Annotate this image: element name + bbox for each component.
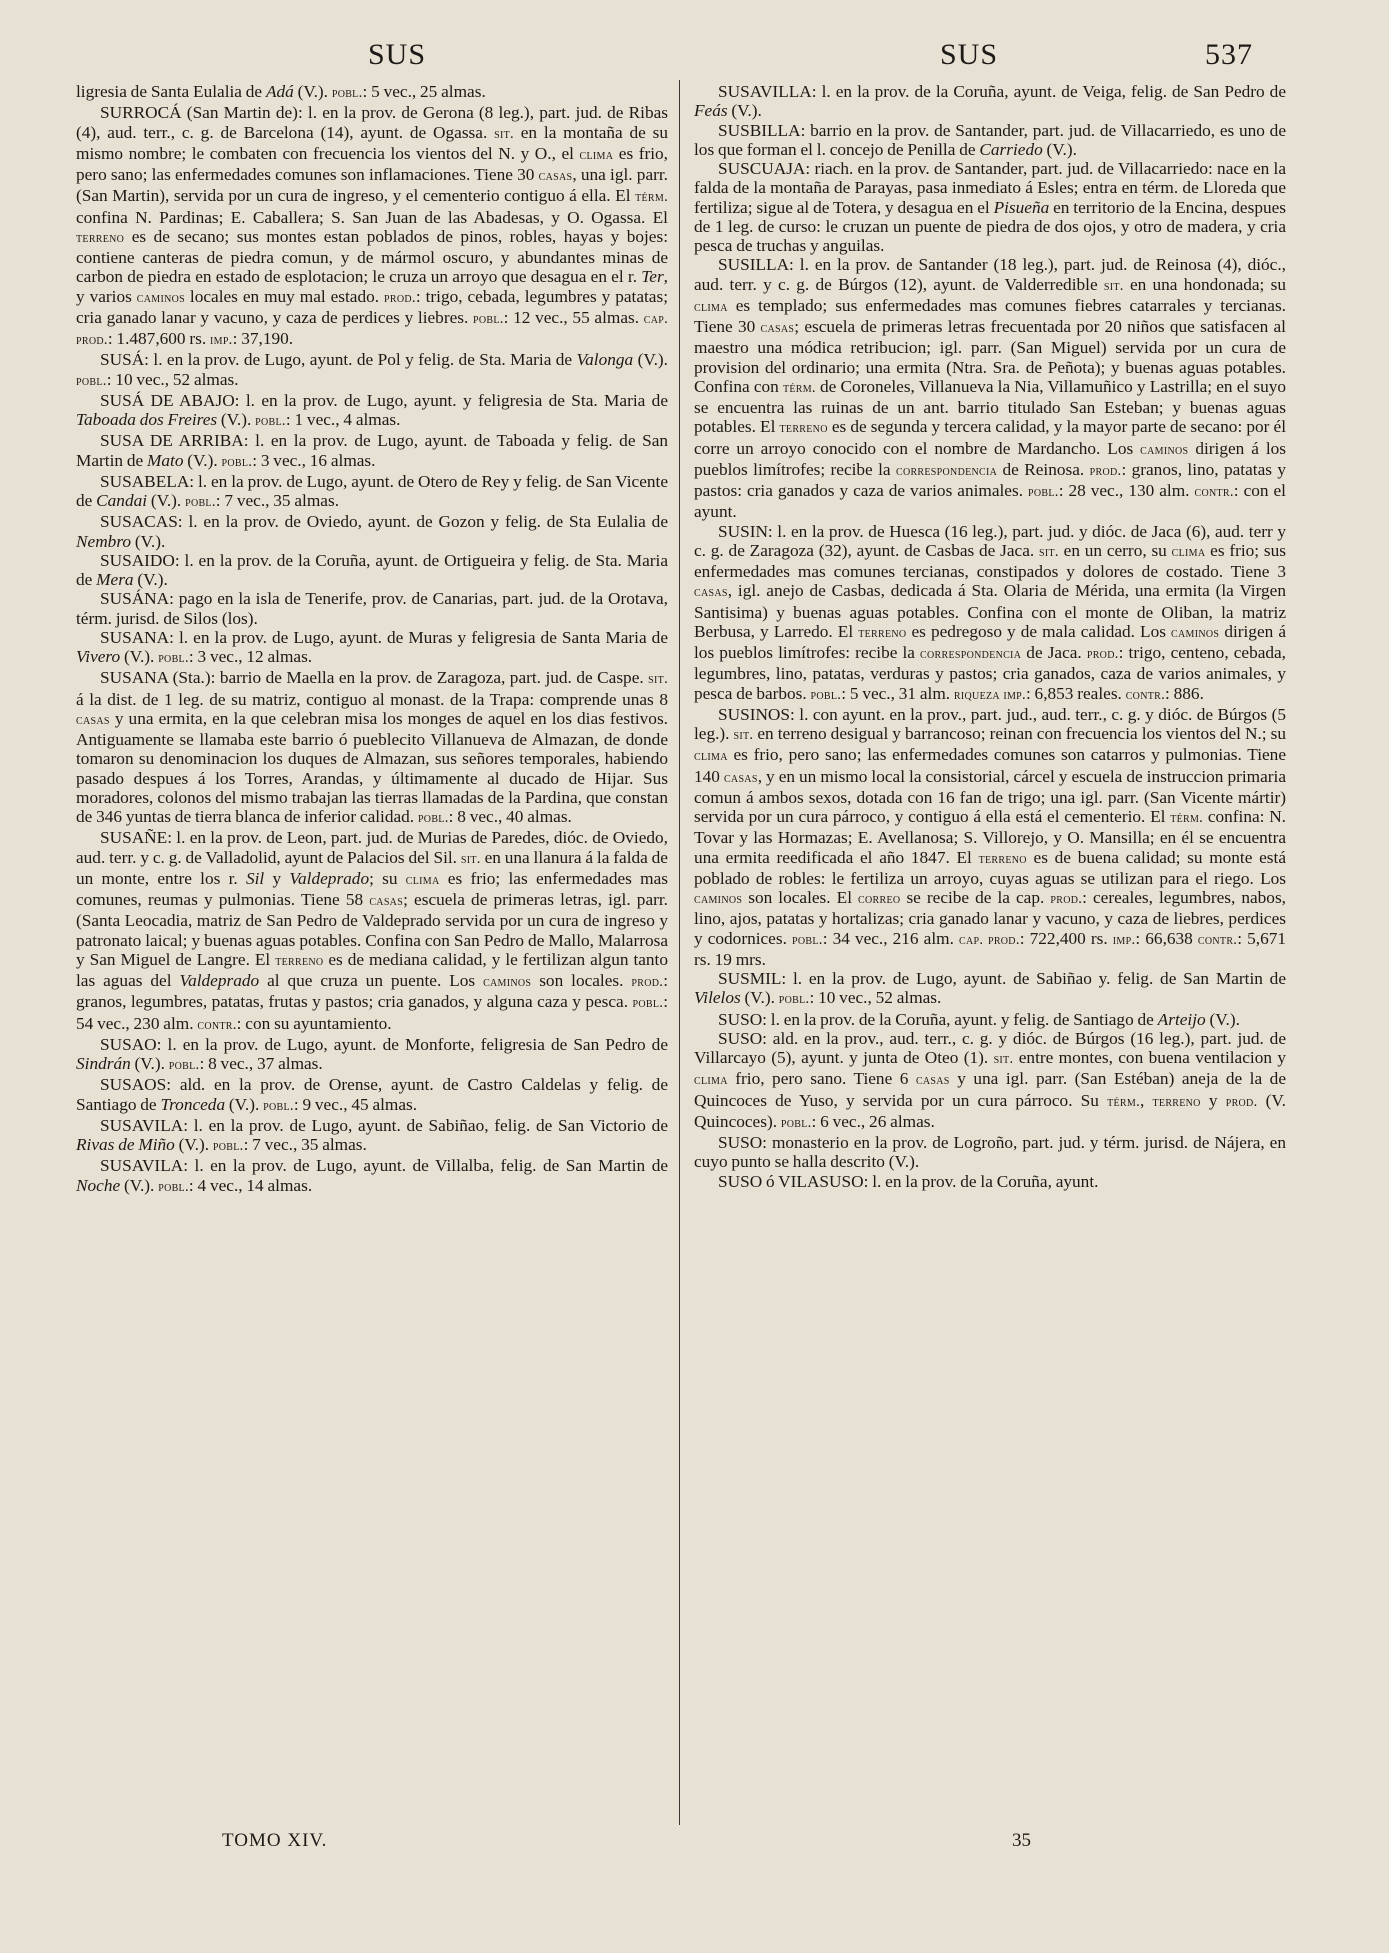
entry-text: : 5 vec., 25 almas. <box>362 82 486 101</box>
entry-text: (V.). <box>217 410 256 429</box>
entry-text: (V.). <box>633 350 668 370</box>
abbreviation: caminos <box>483 974 532 990</box>
entry-text: en un cerro, su <box>1058 540 1172 560</box>
entry-text: SUSBILLA: barrio en la prov. de Santander, part. jud. de Villacarriedo, es uno de los que forman el l. concejo de Penilla de <box>694 120 1286 159</box>
entry-text: SUSÁNA: pago en la isla de Tenerife, prov. de Canarias, part. jud. de la Orotava, térm. jurisd. de Silos (los). <box>76 589 668 628</box>
dictionary-entry <box>76 1156 668 1197</box>
entry-text: : 10 vec., 52 almas. <box>106 369 239 389</box>
entry-text: en territorio de la Encina, despues de 1 leg. de curso: le cruzan un puente de piedra de dos ojos, y otro de madera, y cria pesca de truchas y anguilas. <box>694 197 1286 255</box>
abbreviation: pobl. <box>185 494 216 510</box>
entry-text: ; escuela de primeras letras frecuentada por 20 niños que satisfacen al maestro una módica retribucion; igl. parr. (San Miguel) servida por un cura de provision del ordinario; una ermita (Ntra. Sra. de Peñota); y buenas aguas potables. Confina con <box>694 317 1286 396</box>
place-reference: Valdeprado <box>289 868 370 888</box>
entry-text: SUSO: monasterio en la prov. de Logroño, part. jud. y térm. jurisd. de Nájera, en cuyo punto se halla descrito (V.). <box>694 1133 1286 1172</box>
entry-text: (V.). <box>727 101 762 121</box>
entry-text: es de secano; sus montes estan poblados de pinos, robles, hayas y bojes: contiene canteras de piedra comun, y de mármol oscuro, y abundantes minas de carbon de piedra en estado de esplotacion; le cruza un arroyo que desagua en el r. <box>76 226 668 287</box>
place-reference: Feás <box>694 101 728 121</box>
entry-text: es frio, pero sano; las enfermedades comunes son inflamaciones. Tiene 30 <box>76 143 668 184</box>
entry-text: en una llanura á la falda de un monte, entre los r. <box>76 847 668 888</box>
dictionary-entry <box>694 1010 1286 1029</box>
abbreviation: contr. <box>1125 686 1166 703</box>
abbreviation: caminos <box>1171 624 1220 641</box>
dictionary-entry <box>76 1035 668 1076</box>
abbreviation: riqueza imp. <box>953 686 1026 703</box>
entry-text: , una igl. parr. (San Martin), servida por un cura de ingreso, y el cementerio contiguo á ella. El <box>76 165 668 206</box>
entry-text: es frio, pero sano; las enfermedades comunes son catarros y pulmonias. Tiene 140 <box>694 745 1286 786</box>
entry-text: y <box>1200 1090 1226 1110</box>
place-reference: Taboada dos Freires <box>76 410 218 429</box>
entry-text: SUSO: ald. en la prov., aud. terr., c. g. y dióc. de Búrgos (16 leg.), part. jud. de Villarcayo (5), ayunt. y junta de Oteo (1). <box>694 1028 1286 1067</box>
dictionary-entry <box>694 1133 1286 1172</box>
place-reference: Adá <box>265 82 294 101</box>
entry-text: dirigen á los pueblos limítrofes: recibe la <box>694 621 1286 662</box>
entry-text: SUSCUAJA: riach. en la prov. de Santander, part. jud. de Villacarriedo: nace en la falda de la montaña de Parayas, pasa inmediato á Esles; entra en térm. de Lloreda que fertiliza; sigue al de Totera, y desagua en el <box>694 159 1286 217</box>
entry-text: SUSINOS: l. con ayunt. en la prov., part. jud., aud. terr., c. g. y dióc. de Búrgos (5 leg.). <box>694 704 1286 743</box>
running-head-left: SUS <box>368 38 427 71</box>
entry-text: : 5 vec., 31 alm. <box>841 683 954 703</box>
abbreviation: pobl. <box>778 991 810 1008</box>
entry-text: : trigo, cebada, legumbres y patatas; cria ganado lanar y vacuno, y caza de perdices y liebres. <box>76 286 668 327</box>
abbreviation: térm. <box>1170 810 1204 826</box>
dictionary-entry <box>76 512 668 551</box>
place-reference: Tronceda <box>160 1094 226 1114</box>
abbreviation: pobl. <box>792 931 823 948</box>
abbreviation: sit. <box>494 125 514 142</box>
dictionary-entry <box>76 1075 668 1116</box>
entry-text: SUSAVILA: l. en la prov. de Lugo, ayunt. de Villalba, felig. de San Martin de <box>100 1156 668 1176</box>
place-reference: Nembro <box>76 531 132 551</box>
abbreviation: cap. prod. <box>958 931 1020 948</box>
dictionary-entry <box>76 103 668 350</box>
dictionary-entry <box>694 82 1286 121</box>
entry-text: confina N. Pardinas; E. Caballera; S. San Juan de las Abadesas, y O. Ogassa. El <box>76 207 668 227</box>
entry-text: : 3 vec., 16 almas. <box>252 450 376 470</box>
entry-text: : 7 vec., 35 almas. <box>243 1135 367 1154</box>
entry-text: (V.). <box>147 491 186 510</box>
abbreviation: cap. prod. <box>76 310 668 348</box>
abbreviation: prod. <box>1086 646 1119 662</box>
entry-text: ligresia de Santa Eulalia de <box>76 82 266 101</box>
abbreviation: imp. <box>1112 931 1136 948</box>
entry-text: SUSÁ DE ABAJO: l. en la prov. de Lugo, ayunt. y feligresia de Sta. Maria de <box>100 390 668 410</box>
abbreviation: terreno <box>275 952 324 969</box>
entry-text: : 12 vec., 55 almas. <box>503 307 644 327</box>
entry-text: : 6,853 reales. <box>1025 683 1126 703</box>
entry-text: SUSÁ: l. en la prov. de Lugo, ayunt. de Pol y felig. de Sta. Maria de <box>100 350 577 370</box>
abbreviation: prod. <box>384 289 416 306</box>
running-head-right: SUS <box>940 38 999 71</box>
abbreviation: pobl. <box>331 85 363 101</box>
entry-text: , igl. anejo de Casbas, dedicada á Sta. Olaria de Mérida, una ermita (la Virgen Santisima) y buenas aguas potables. Confina con el monte de Oliban, la matriz Berbusa, y Larredo. El <box>694 581 1286 641</box>
place-reference: Pisueña <box>993 197 1050 217</box>
dictionary-entry <box>76 350 668 391</box>
entry-text: : 1 vec., 4 almas. <box>285 410 401 429</box>
abbreviation: pobl. <box>168 1057 200 1073</box>
entry-text: al que cruza un puente. Los <box>259 971 484 990</box>
abbreviation: casas <box>369 893 404 909</box>
entry-text: : con el ayunt. <box>694 481 1286 522</box>
entry-text: : 3 vec., 12 almas. <box>188 647 313 666</box>
entry-text: : 9 vec., 45 almas. <box>293 1094 418 1114</box>
entry-text: : 1.487,600 rs. <box>107 329 210 348</box>
dictionary-entry <box>694 159 1286 255</box>
entry-text: ; escuela de primeras letras, igl. parr. (Santa Leocadia, matriz de San Pedro de Valdeprado servida por un cura de ingreso y patronato laical; y buenas aguas potables. Confina con San Pedro de Mallo, Malarrosa y San Miguel de Langre. El <box>76 890 668 969</box>
entry-text: en terreno desigual y barrancoso; reinan con frecuencia los vientos del N.; su <box>753 724 1286 743</box>
abbreviation: correspondencia <box>895 462 998 479</box>
abbreviation: imp. <box>210 332 233 348</box>
entry-text: SUSMIL: l. en la prov. de Lugo, ayunt. de Sabiñao y. felig. de San Martin de <box>718 969 1286 988</box>
entry-text: (V.). <box>174 1135 213 1154</box>
entry-text: locales en muy mal estado. <box>184 286 385 306</box>
entry-text: : 722,400 rs. <box>1019 928 1113 948</box>
entry-text: (V.). <box>120 1175 159 1195</box>
entry-text: y <box>264 868 290 888</box>
entry-text: es frio; las enfermedades mas comunes, reumas y pulmonias. Tiene 58 <box>76 868 669 909</box>
entry-text: frio, pero sano. Tiene 6 <box>727 1069 916 1089</box>
entry-text: , y varios <box>76 267 668 306</box>
dictionary-entry <box>694 1172 1286 1191</box>
entry-text: SURROCÁ (San Martin de): l. en la prov. de Gerona (8 leg.), part. jud. de Ribas (4), aud. terr., c. g. de Barcelona (14), ayunt. de Ogassa. <box>76 103 668 142</box>
dictionary-entry <box>76 628 668 669</box>
entry-text: SUSANA (Sta.): barrio de Maella en la prov. de Zaragoza, part. jud. de Caspe. <box>100 668 649 688</box>
abbreviation: prod. <box>1225 1093 1258 1110</box>
entry-text: es frio; sus enfermedades mas comunes tercianas, constipados y dolores de costado. Tiene 3 <box>694 540 1287 581</box>
abbreviation: terreno <box>978 850 1027 867</box>
abbreviation: contr. <box>1197 931 1238 948</box>
entry-text: : cereales, legumbres, nabos, lino, ajos, patatas y hortalizas; cria ganado lanar y vacuno, y caza de liebres, perdices y codornices. <box>694 888 1286 948</box>
entry-text: (V.). <box>131 531 166 551</box>
abbreviation: sit. <box>460 850 481 867</box>
entry-text: : 7 vec., 35 almas. <box>215 491 340 510</box>
entry-text: de Reinosa. <box>997 459 1090 479</box>
entry-text: es de segunda y tercera calidad, y la mayor parte de secano: por él corre un arroyo conocido con el nombre de Mardancho. Los <box>694 417 1286 458</box>
entry-text: SUSABELA: l. en la prov. de Lugo, ayunt. de Otero de Rey y felig. de San Vicente de <box>76 471 668 510</box>
dictionary-entry <box>76 1116 668 1157</box>
entry-text: : 37,190. <box>232 329 294 348</box>
entry-text: : granos, legumbres, patatas, frutas y pastos; cria ganados, y alguna caza y pesca. <box>76 971 668 1012</box>
left-column <box>76 82 668 1197</box>
place-reference: Valonga <box>576 350 634 370</box>
entry-text: SUSO ó VILASUSO: l. en la prov. de la Coruña, ayunt. <box>718 1171 1099 1191</box>
abbreviation: sit. <box>648 671 668 688</box>
abbreviation: pobl. <box>1028 484 1059 500</box>
entry-text: : 8 vec., 37 almas. <box>199 1054 323 1073</box>
entry-text: : trigo, centeno, cebada, legumbres, lino, patatas, verduras y pastos; cria ganados, caza de varios animales, y pesca de barbos. <box>694 643 1287 703</box>
abbreviation: clima <box>694 748 728 765</box>
entry-text: : 5,671 rs. 19 mrs. <box>694 928 1287 969</box>
abbreviation: sit. <box>1039 543 1059 560</box>
entry-text: SUSAIDO: l. en la prov. de la Coruña, ayunt. de Ortigueira y felig. de Sta. Maria de <box>76 550 668 589</box>
abbreviation: prod. <box>1050 891 1083 907</box>
abbreviation: caminos <box>1140 441 1189 458</box>
entry-text: (V. Quincoces). <box>694 1090 1287 1131</box>
entry-text: en una hondonada; su <box>1123 274 1286 294</box>
entry-text: son locales. El <box>742 888 859 907</box>
abbreviation: pobl. <box>632 995 664 1012</box>
abbreviation: casas <box>76 711 110 728</box>
abbreviation: contr. <box>197 1016 237 1033</box>
abbreviation: pobl. <box>221 453 253 470</box>
entry-text: (V.). <box>183 450 222 470</box>
entry-text: es de buena calidad; su monte está poblado de robles: le fertiliza un arroyo, cuyas aguas se utilizan para el riego. Los <box>694 847 1286 888</box>
right-column <box>694 82 1286 1191</box>
place-reference: Carriedo <box>979 139 1043 159</box>
abbreviation: clima <box>405 871 440 888</box>
abbreviation: pobl. <box>158 1178 189 1195</box>
dictionary-entry <box>76 551 668 590</box>
entry-text: SUSAO: l. en la prov. de Lugo, ayunt. de Monforte, feligresia de San Pedro de <box>100 1034 668 1054</box>
abbreviation: pobl. <box>810 686 842 703</box>
entry-text: y una igl. parr. (San Estéban) aneja de la de Quincoces de Yuso, y servida por un cura párroco. Su <box>694 1069 1286 1110</box>
entry-text: SUSO: l. en la prov. de la Coruña, ayunt. y felig. de Santiago de <box>718 1009 1158 1029</box>
abbreviation: casas <box>915 1072 950 1089</box>
entry-text: SUSILLA: l. en la prov. de Santander (18 leg.), part. jud. de Reinosa (4), dióc., aud. terr. y c. g. de Búrgos (12), ayunt. de Valderredible <box>694 255 1286 294</box>
entry-text: en la montaña de su mismo nombre; le combaten con frecuencia los vientos del N. y O., el <box>76 122 668 163</box>
entry-text: : 28 vec., 130 alm. <box>1058 481 1195 500</box>
entry-text: , y en un mismo local la consistorial, cárcel y escuela de instruccion primaria comun á ambos sexos, dotada con 16 fan de trigo; una igl. parr. (San Vicente mártir) servida por un cura párroco, y contiguo á ella está el cementerio. El <box>694 766 1286 826</box>
abbreviation: contr. <box>1194 484 1234 500</box>
entry-text: (V.). <box>293 82 332 101</box>
entry-text: es templado; sus enfermedades mas comunes fiebres catarrales y tercianas. Tiene 30 <box>694 295 1286 336</box>
abbreviation: clima <box>694 298 728 315</box>
entry-text: : 34 vec., 216 alm. <box>822 928 959 948</box>
place-reference: Sil <box>245 868 265 888</box>
place-reference: Arteijo <box>1157 1009 1206 1029</box>
entry-text: (V.). <box>120 647 159 666</box>
dictionary-entry <box>76 589 668 628</box>
entry-text: : 54 vec., 230 alm. <box>76 992 668 1033</box>
abbreviation: sit. <box>733 727 754 743</box>
volume-footer: TOMO XIV. <box>222 1830 328 1851</box>
abbreviation: térm. <box>782 379 816 396</box>
entry-text: : 66,638 <box>1135 928 1198 948</box>
abbreviation: caminos <box>136 289 185 306</box>
dictionary-entry <box>694 121 1286 160</box>
entry-text: : con su ayuntamiento. <box>236 1013 392 1033</box>
dictionary-entry <box>694 969 1286 1010</box>
dictionary-entry <box>76 391 668 432</box>
abbreviation: térm. <box>635 189 668 206</box>
entry-text: y una ermita, en la que celebran misa los monges de aquel en los dias festivos. Antiguamente se llamaba este barrio ó pueblecito Villanueva de Almazan, de donde tomaron su denominacion los duques de Almazan, sus señores temporales, habiendo pasado despues á los Torres, Arandas, y últimamente al ducado de Hijar. Sus moradores, colonos del mismo trabajan las tierras llamadas de la Pardina, que constan de 346 yuntas de tierra blanca de inferior calidad. <box>76 708 668 826</box>
entry-text: SUSANA: l. en la prov. de Lugo, ayunt. de Muras y feligresia de Santa Maria de <box>100 627 668 647</box>
place-reference: Mera <box>96 570 134 589</box>
entry-text: es pedregoso y de mala calidad. Los <box>906 621 1172 641</box>
entry-text: ; su <box>369 868 406 888</box>
entry-text: son locales. <box>531 971 632 990</box>
entry-text: SUSAOS: ald. en la prov. de Orense, ayunt. de Castro Caldelas y felig. de Santiago de <box>76 1075 668 1114</box>
entry-text: SUSIN: l. en la prov. de Huesca (16 leg.), part. jud. y dióc. de Jaca (6), aud. terr y c. g. de Zaragoza (32), ayunt. de Casbas de Jaca. <box>694 521 1286 560</box>
abbreviation: terreno <box>1152 1093 1201 1110</box>
abbreviation: sit. <box>1103 277 1124 294</box>
entry-text: : granos, lino, patatas y pastos: cria ganados y caza de varios animales. <box>694 459 1286 500</box>
abbreviation: casas <box>760 320 795 336</box>
abbreviation: prod. <box>631 974 664 990</box>
entry-text: SUSAVILA: l. en la prov. de Lugo, ayunt. de Sabiñao, felig. de San Victorio de <box>100 1115 668 1135</box>
abbreviation: terreno <box>76 229 125 246</box>
place-reference: Vilelos <box>694 988 741 1008</box>
entry-text: (V.). <box>1042 139 1077 159</box>
dictionary-entry <box>76 668 668 828</box>
entry-text: dirigen á los pueblos limítrofes; recibe la <box>694 438 1287 479</box>
abbreviation: pobl. <box>158 650 189 666</box>
entry-text: , <box>1140 1090 1153 1110</box>
dictionary-entry <box>694 255 1286 521</box>
abbreviation: pobl. <box>263 1097 294 1114</box>
entry-text: : 4 vec., 14 almas. <box>188 1175 313 1195</box>
dictionary-entry <box>76 431 668 472</box>
place-reference: Candai <box>96 491 148 510</box>
entry-text: de Coroneles, Villanueva la Nia, Villamuñico y Lastrilla; en el suyo se encuentra las ruinas de un ant. barrio titulado San Esteban; y buenas aguas potables. El <box>694 376 1286 437</box>
place-reference: Noche <box>76 1175 121 1195</box>
abbreviation: pobl. <box>417 810 449 826</box>
entry-text: : 6 vec., 26 almas. <box>811 1111 935 1131</box>
entry-text: SUSAÑE: l. en la prov. de Leon, part. jud. de Murias de Paredes, dióc. de Oviedo, aud. terr. y c. g. de Valladolid, ayunt de Palacios del Sil. <box>76 828 668 867</box>
abbreviation: pobl. <box>212 1138 244 1154</box>
abbreviation: pobl. <box>255 413 286 429</box>
dictionary-entry <box>694 1029 1286 1133</box>
place-reference: Rivas de Miño <box>76 1135 175 1154</box>
entry-text: : 10 vec., 52 almas. <box>809 988 942 1008</box>
abbreviation: casas <box>723 769 758 786</box>
place-reference: Sindrán <box>76 1054 131 1073</box>
place-reference: Vivero <box>76 647 121 666</box>
entry-text: (V.). <box>740 988 779 1008</box>
abbreviation: correspondencia <box>920 646 1022 662</box>
entry-text: á la dist. de 1 leg. de su matriz, contiguo al monast. de la Trapa: comprende unas 8 <box>76 689 668 709</box>
abbreviation: pobl. <box>76 372 107 389</box>
entry-text: : 8 vec., 40 almas. <box>448 807 572 826</box>
abbreviation: clima <box>579 146 614 163</box>
dictionary-entry <box>694 522 1286 705</box>
entry-text: de Jaca. <box>1021 643 1087 662</box>
column-divider <box>679 80 680 1825</box>
abbreviation: correo <box>858 891 901 907</box>
abbreviation: sit. <box>993 1051 1014 1067</box>
page-number: 537 <box>1205 38 1253 71</box>
place-reference: Ter <box>641 267 664 287</box>
place-reference: Valdeprado <box>179 971 260 990</box>
dictionary-entry <box>694 705 1286 969</box>
abbreviation: clima <box>694 1072 728 1089</box>
abbreviation: prod. <box>1089 462 1122 479</box>
abbreviation: pobl. <box>780 1114 812 1131</box>
abbreviation: terreno <box>858 624 907 641</box>
dictionary-entry <box>76 472 668 513</box>
abbreviation: casas <box>538 168 573 184</box>
abbreviation: pobl. <box>472 310 504 327</box>
entry-text: es de mediana calidad, y le fertilizan algun tanto las aguas del <box>76 949 668 990</box>
entry-text: (V.). <box>1205 1009 1240 1029</box>
dictionary-entry <box>76 82 668 103</box>
entry-text: (V.). <box>225 1094 264 1114</box>
signature-mark: 35 <box>1012 1830 1031 1851</box>
entry-text: (V.). <box>130 1054 169 1073</box>
entry-text: : 886. <box>1165 683 1204 703</box>
abbreviation: clima <box>1171 543 1206 560</box>
dictionary-entry <box>76 828 668 1035</box>
abbreviation: casas <box>694 584 728 601</box>
abbreviation: caminos <box>694 891 743 907</box>
entry-text: SUSAVILLA: l. en la prov. de la Coruña, ayunt. de Veiga, felig. de San Pedro de <box>718 82 1286 101</box>
entry-text: se recibe de la cap. <box>900 888 1051 907</box>
entry-text: confina: N. Tovar y las Hormazas; E. Avellanosa; S. Villorejo, y O. Mansilla; en él se encuentra una ermita reedificada el año 1847. El <box>694 807 1286 867</box>
entry-text: SUSA DE ARRIBA: l. en la prov. de Lugo, ayunt. de Taboada y felig. de San Martin de <box>76 431 668 470</box>
place-reference: Mato <box>147 450 184 470</box>
entry-text: SUSACAS: l. en la prov. de Oviedo, ayunt. de Gozon y felig. de Sta Eulalia de <box>100 512 668 532</box>
entry-text: (V.). <box>133 570 168 589</box>
abbreviation: terreno <box>779 420 828 437</box>
abbreviation: térm. <box>1107 1093 1140 1110</box>
entry-text: entre montes, con buena ventilacion y <box>1013 1048 1286 1067</box>
